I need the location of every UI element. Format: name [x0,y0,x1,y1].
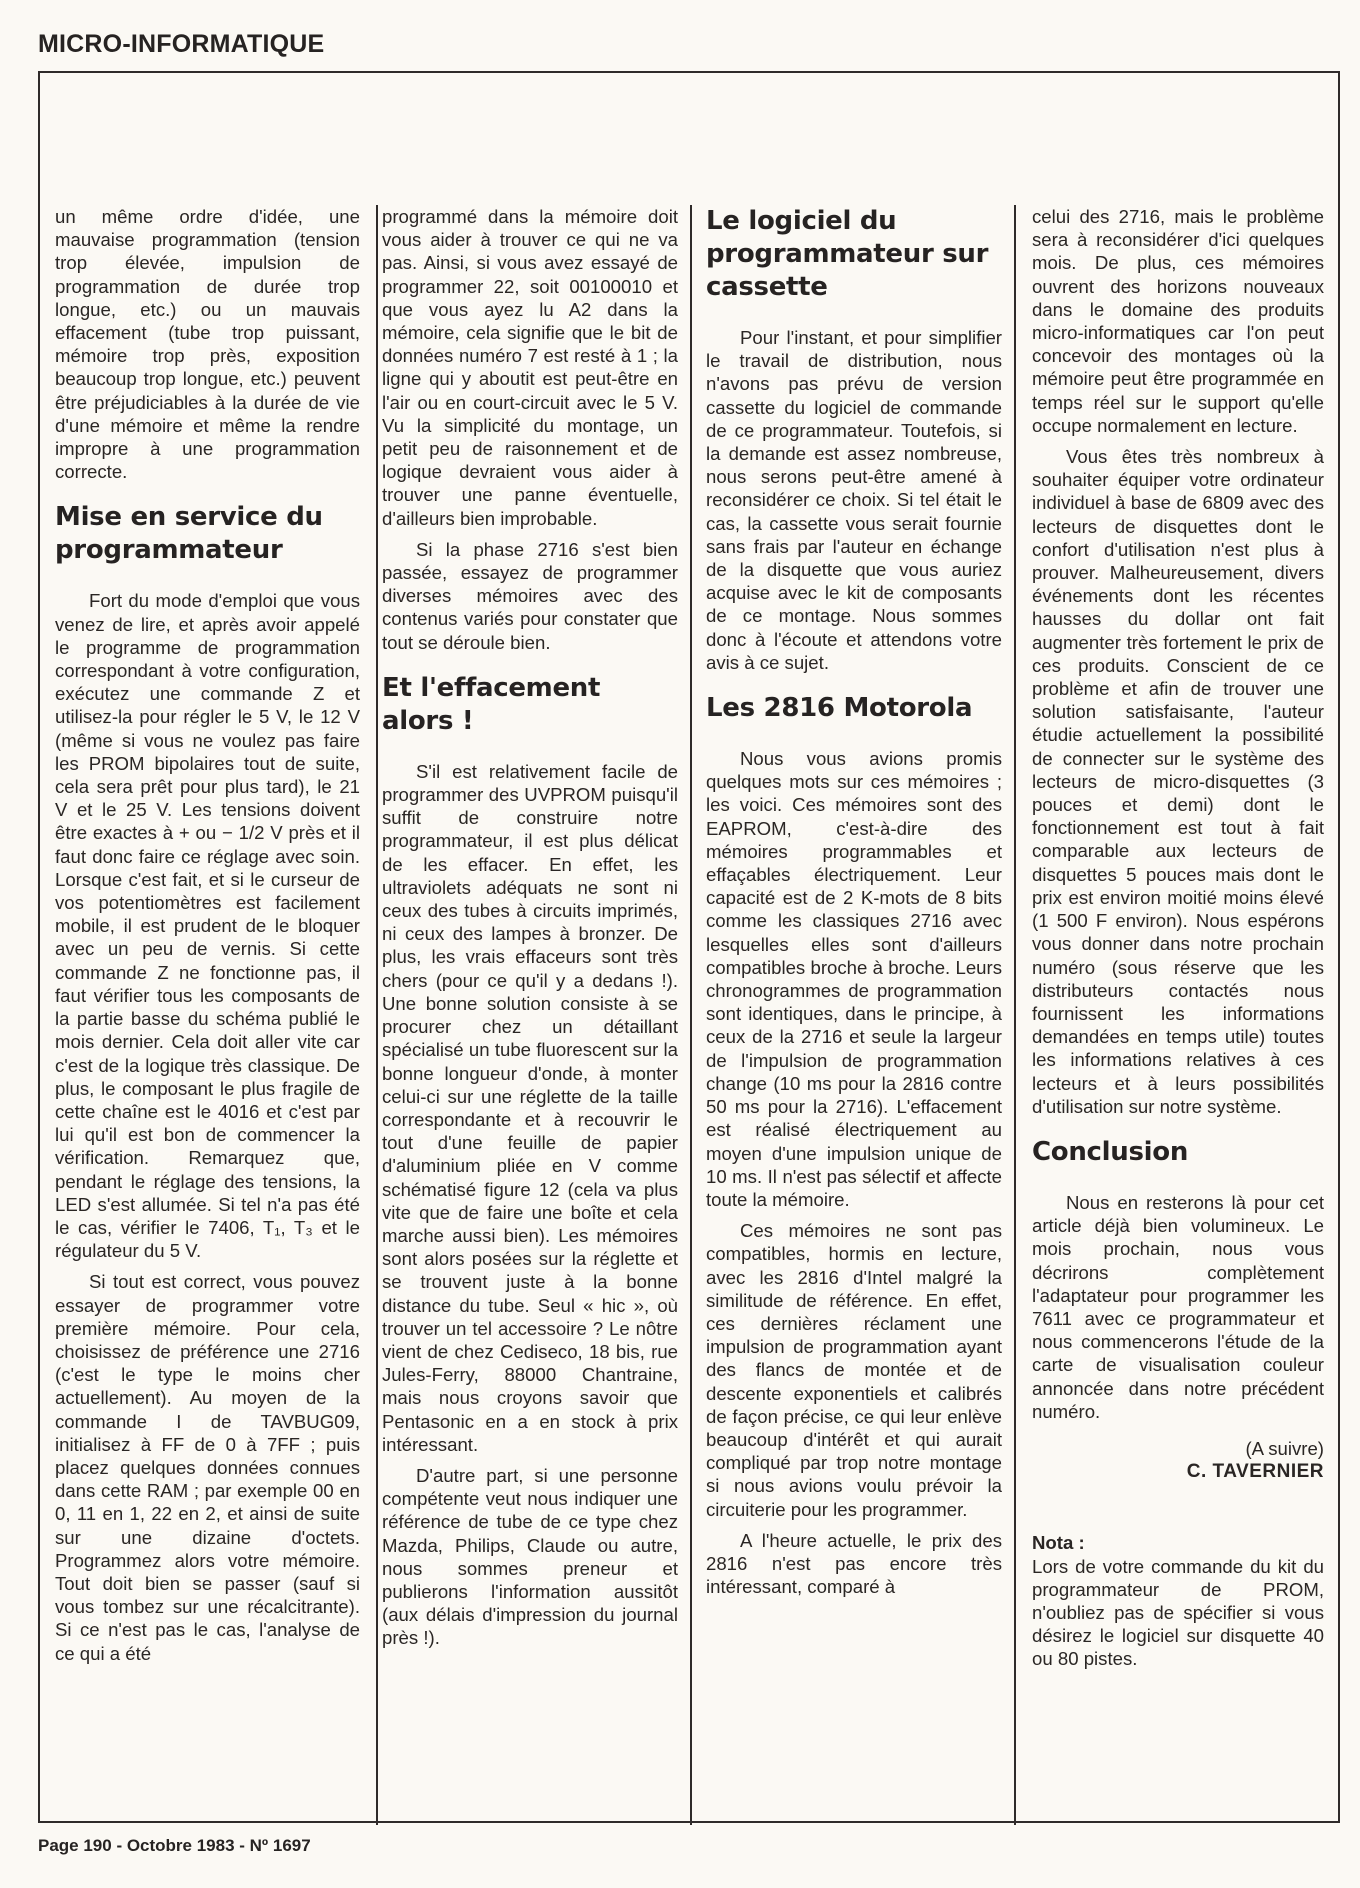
section-heading: Conclusion [1032,1136,1189,1167]
paragraph: Ces mémoires ne sont pas compatibles, hormis en lecture, avec les 2816 d'Intel malgré la similitude de référence. En effet, ces dernières réclament une impulsion de programmation ayant des flancs de montée et de descente exponentiels et calibrés de façon précise, ce qui leur enlève beaucoup d'intérêt et qui aurait compliqué par trop notre montage si nous avions voulu prévoir la circuiterie pour les programmer. [706,1220,1002,1520]
article-column-2 [382,205,678,1658]
paragraph: programmé dans la mémoire doit vous aider à trouver ce qui ne va pas. Ainsi, si vous avez essayé de programmer 22, soit 00100010 et que vous ayez lu A2 dans la mémoire, cela signifie que le bit de données numéro 7 est resté à 1 ; la ligne qui y aboutit est peut-être en l'air ou en court-circuit avec le 5 V. Vu la simplicité du montage, un petit peu de raisonnement et de logique devraient vous aider à trouver une panne éventuelle, d'ailleurs bien improbable. [382,206,678,529]
paragraph: Si la phase 2716 s'est bien passée, essayez de programmer diverses mémoires avec des contenus variés pour constater que tout se déroule bien. [382,538,678,653]
page-footer: Page 190 - Octobre 1983 - Nº 1697 [38,1836,311,1855]
paragraph: Pour l'instant, et pour simplifier le travail de distribution, nous n'avons pas prévu de version cassette du logiciel de commande de ce programmateur. Toutefois, si la demande est assez nombreuse, nous serons peut-être amené à reconsidérer ce choix. Si tel était le cas, la cassette vous serait fournie sans frais par l'auteur en échange de la disquette que vous auriez acquise avec le kit de composants de ce montage. Nous sommes donc à l'écoute et attendons votre avis à ce sujet. [706,327,1002,673]
section-heading: Le logiciel du programmateur sur cassette [706,206,989,302]
section-heading: Et l'effacement alors ! [382,672,601,736]
column-divider [690,205,692,1825]
paragraph: Vous êtes très nombreux à souhaiter équiper votre ordinateur individuel à base de 6809 avec des lecteurs de disquettes dont le confort d'utilisation n'est plus à prouver. Malheureusement, divers événements dont les récentes hausses du dollar ont fait augmenter très fortement le prix de ces produits. Conscient de ce problème et afin de trouver une solution satisfaisante, l'auteur étudie actuellement la possibilité de connecter sur le système des lecteurs de micro-disquettes (3 pouces et demi) dont le fonctionnement est tout à fait comparable aux lecteurs de disquettes 5 pouces mais dont le prix est environ moitié moins élevé (1 500 F environ). Nous espérons vous donner dans notre prochain numéro (sous réserve que les distributeurs contactés nous fournissent les informations demandées en temps utile) toutes les informations relatives à ces lecteurs et à leurs possibilités d'utilisation sur notre système. [1032,446,1324,1117]
paragraph: S'il est relativement facile de programmer des UVPROM puisqu'il suffit de construire notre programmateur, il est plus délicat de les effacer. En effet, les ultraviolets adéquats ne sont ni ceux des tubes à circuits imprimés, ni ceux des lampes à bronzer. De plus, les vrais effaceurs sont très chers (pour ce qu'il y a dedans !). Une bonne solution consiste à se procurer chez un détaillant spécialisé un tube fluorescent sur la bonne longueur d'onde, à monter celui-ci sur une réglette de la taille correspondante et à recouvrir le tout d'une feuille de papier d'aluminium pliée en V comme schématisé figure 12 (cela va plus vite que de faire une boîte et cela marche aussi bien). Les mémoires sont alors posées sur la réglette et se trouvent juste à la bonne distance du tube. Seul « hic », où trouver un tel accessoire ? Le nôtre vient de chez Cediseco, 18 bis, rue Jules-Ferry, 88000 Chantraine, mais nous croyons savoir que Pentasonic en a en stock à prix intéressant. [382,760,678,1455]
section-heading: Mise en service du programmateur [55,502,323,566]
article-column-3 [706,205,1002,1606]
paragraph: A l'heure actuelle, le prix des 2816 n'est pas encore très intéressant, comparé à [706,1529,1002,1598]
paragraph: un même ordre d'idée, une mauvaise programmation (tension trop élevée, impulsion de programmation de durée trop longue, etc.) ou un mauvais effacement (tube trop puissant, mémoire trop près, exposition beaucoup trop longue, etc.) peuvent être préjudiciables à la durée de vie d'une mémoire et même la rendre impropre à une programmation correcte. [55,206,360,483]
nota-label: Nota : [1032,1532,1085,1554]
column-divider [1014,205,1016,1825]
paragraph: Nous en resterons là pour cet article déjà bien volumineux. Le mois prochain, nous vous décrirons complètement l'adaptateur pour programmer les 7611 avec ce programmateur et nous commencerons l'étude de la carte de visualisation couleur annoncée dans notre précédent numéro. [1032,1191,1324,1422]
section-heading: Les 2816 Motorola [706,693,973,724]
to-be-continued-note: (A suivre) [1245,1437,1324,1459]
author-name: C. TAVERNIER [1186,1461,1324,1483]
paragraph: Si tout est correct, vous pouvez essayer de programmer votre première mémoire. Pour cela, choisissez de préférence une 2716 (c'est le type le moins cher actuellement). Au moyen de la commande I de TAVBUG09, initialisez à FF de 0 à 7FF ; puis placez quelques données connues dans cette RAM ; par exemple 00 en 0, 11 en 1, 22 en 2, et ainsi de suite sur une dizaine d'octets. Programmez alors votre mémoire. Tout doit bien se passer (sauf si vous tombez sur une récalcitrante). Si ce n'est pas le cas, l'analyse de ce qui a été [55,1271,360,1664]
column-divider [376,205,378,1825]
article-column-4 [1032,205,1324,1679]
paragraph: Nous vous avions promis quelques mots sur ces mémoires ; les voici. Ces mémoires sont des EAPROM, c'est-à-dire des mémoires programmables et effaçables électriquement. Leur capacité est de 2 K-mots de 8 bits comme les classiques 2716 avec lesquelles elles sont d'ailleurs compatibles broche à broche. Leurs chronogrammes de programmation sont identiques, dans le principe, à ceux de la 2716 et seule la largeur de l'impulsion de programmation change (10 ms pour la 2816 contre 50 ms pour la 2716). L'effacement est réalisé électriquement au moyen d'une impulsion unique de 10 ms. Il n'est pas sélectif et affecte toute la mémoire. [706,748,1002,1210]
section-header: MICRO-INFORMATIQUE [38,30,325,58]
paragraph: Fort du mode d'emploi que vous venez de lire, et après avoir appelé le programme de programmation correspondant à votre configuration, exécutez une commande Z et utilisez-la pour régler le 5 V, le 12 V (même si vous ne voulez pas faire les PROM bipolaires tout de suite, cela sera prêt pour plus tard), le 21 V et le 25 V. Les tensions doivent être exactes à + ou − 1/2 V près et il faut donc faire ce réglage avec soin. Lorsque c'est fait, et si le curseur de vos potentiomètres est facilement mobile, il est prudent de le bloquer avec un peu de vernis. Si cette commande Z ne fonctionne pas, il faut vérifier tous les composants de la partie basse du schéma publié le mois dernier. Cela doit aller vite car c'est de la logique très classique. De plus, le composant le plus fragile de cette chaîne est le 4016 et c'est par lui qu'il est bon de commencer la vérification. Remarquez que, pendant le réglage des tensions, la LED s'est allumée. Si tel n'a pas été le cas, vérifier le 7406, T₁, T₃ et le régulateur du 5 V. [55,590,360,1262]
nota-text: Lors de votre commande du kit du programmateur de PROM, n'oubliez pas de spécifier si vous désirez le logiciel sur disquette 40 ou 80 pistes. [1032,1555,1324,1670]
paragraph: celui des 2716, mais le problème sera à reconsidérer d'ici quelques mois. De plus, ces mémoires ouvrent des horizons nouveaux dans le domaine des produits micro-informatiques car l'on peut concevoir des montages où la mémoire peut être programmée en temps réel sur le support qu'elle occupe normalement en lecture. [1032,206,1324,436]
paragraph: D'autre part, si une personne compétente veut nous indiquer une référence de tube de ce type chez Mazda, Philips, Claude ou autre, nous sommes preneur et publierons l'information aussitôt (aux délais d'impression du journal près !). [382,1464,678,1649]
signature [1032,1437,1324,1483]
article-column-1 [55,205,360,1673]
